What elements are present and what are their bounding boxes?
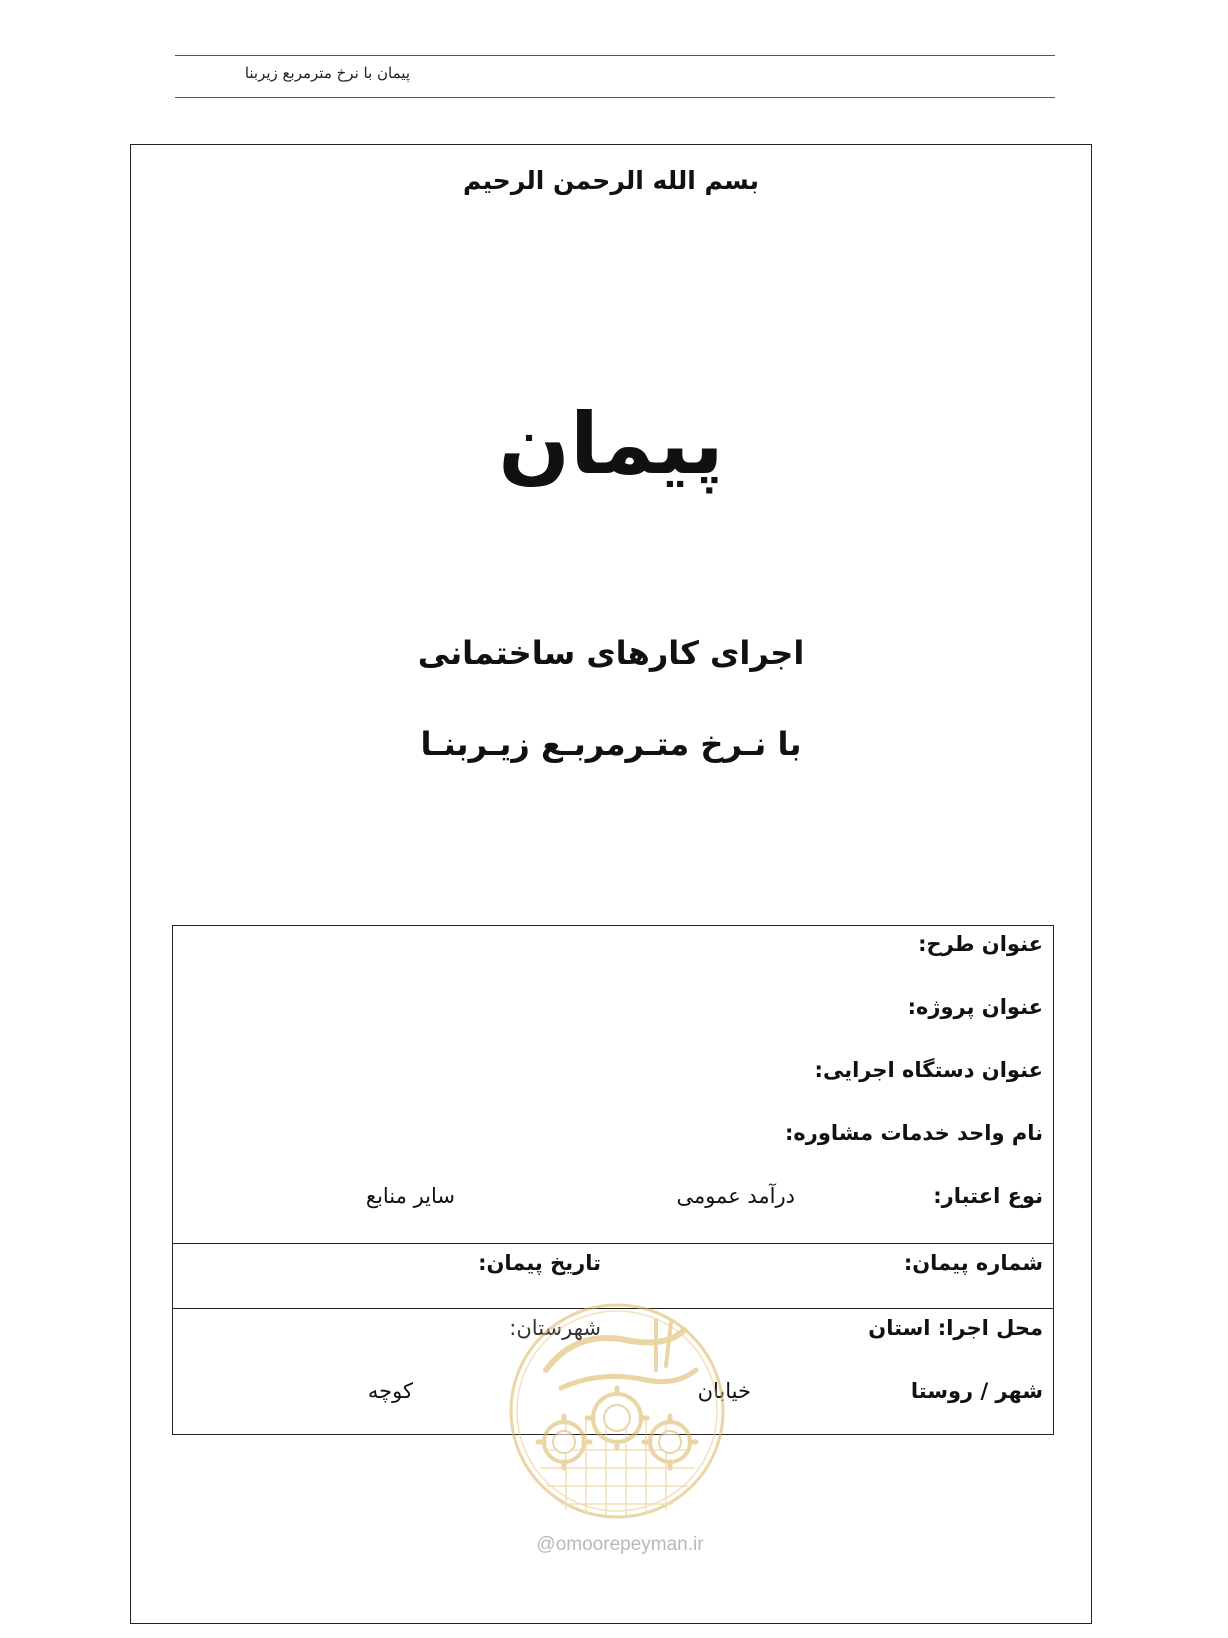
credit-type-label: نوع اعتبار:: [933, 1184, 1043, 1208]
table-divider: [173, 1308, 1053, 1309]
bismillah-heading: بسم الله الرحمن الرحیم: [463, 166, 759, 195]
document-title: پیمان: [498, 395, 724, 493]
credit-option-public: درآمد عمومی: [676, 1184, 795, 1208]
document-subtitle-line-1: اجرای کارهای ساختمانی: [417, 634, 805, 672]
city-village-label: شهر / روستا: [910, 1379, 1043, 1403]
contract-number-label: شماره پیمان:: [903, 1251, 1043, 1275]
document-subtitle-line-2: با نـرخ متـرمربـع زیـربنـا: [420, 725, 802, 763]
consultant-label: نام واحد خدمات مشاوره:: [784, 1121, 1043, 1145]
table-divider: [173, 1243, 1053, 1244]
county-label: شهرستان:: [509, 1316, 601, 1340]
running-header-title: پیمان با نرخ مترمربع زیربنا: [244, 64, 410, 82]
street-label: خیابان: [697, 1379, 751, 1403]
project-title-label: عنوان پروژه:: [907, 995, 1043, 1019]
location-province-label: محل اجرا: استان: [868, 1316, 1043, 1340]
contract-info-table: [172, 925, 1054, 1435]
contract-date-label: تاریخ پیمان:: [478, 1251, 601, 1275]
header-rule-top: [175, 55, 1055, 56]
plan-title-label: عنوان طرح:: [918, 932, 1043, 956]
credit-option-other: سایر منابع: [365, 1184, 455, 1208]
executive-body-label: عنوان دستگاه اجرایی:: [814, 1058, 1043, 1082]
watermark-url: @omoorepeyman.ir: [536, 1534, 704, 1555]
header-rule-bottom: [175, 97, 1055, 98]
alley-label: کوچه: [367, 1379, 413, 1403]
